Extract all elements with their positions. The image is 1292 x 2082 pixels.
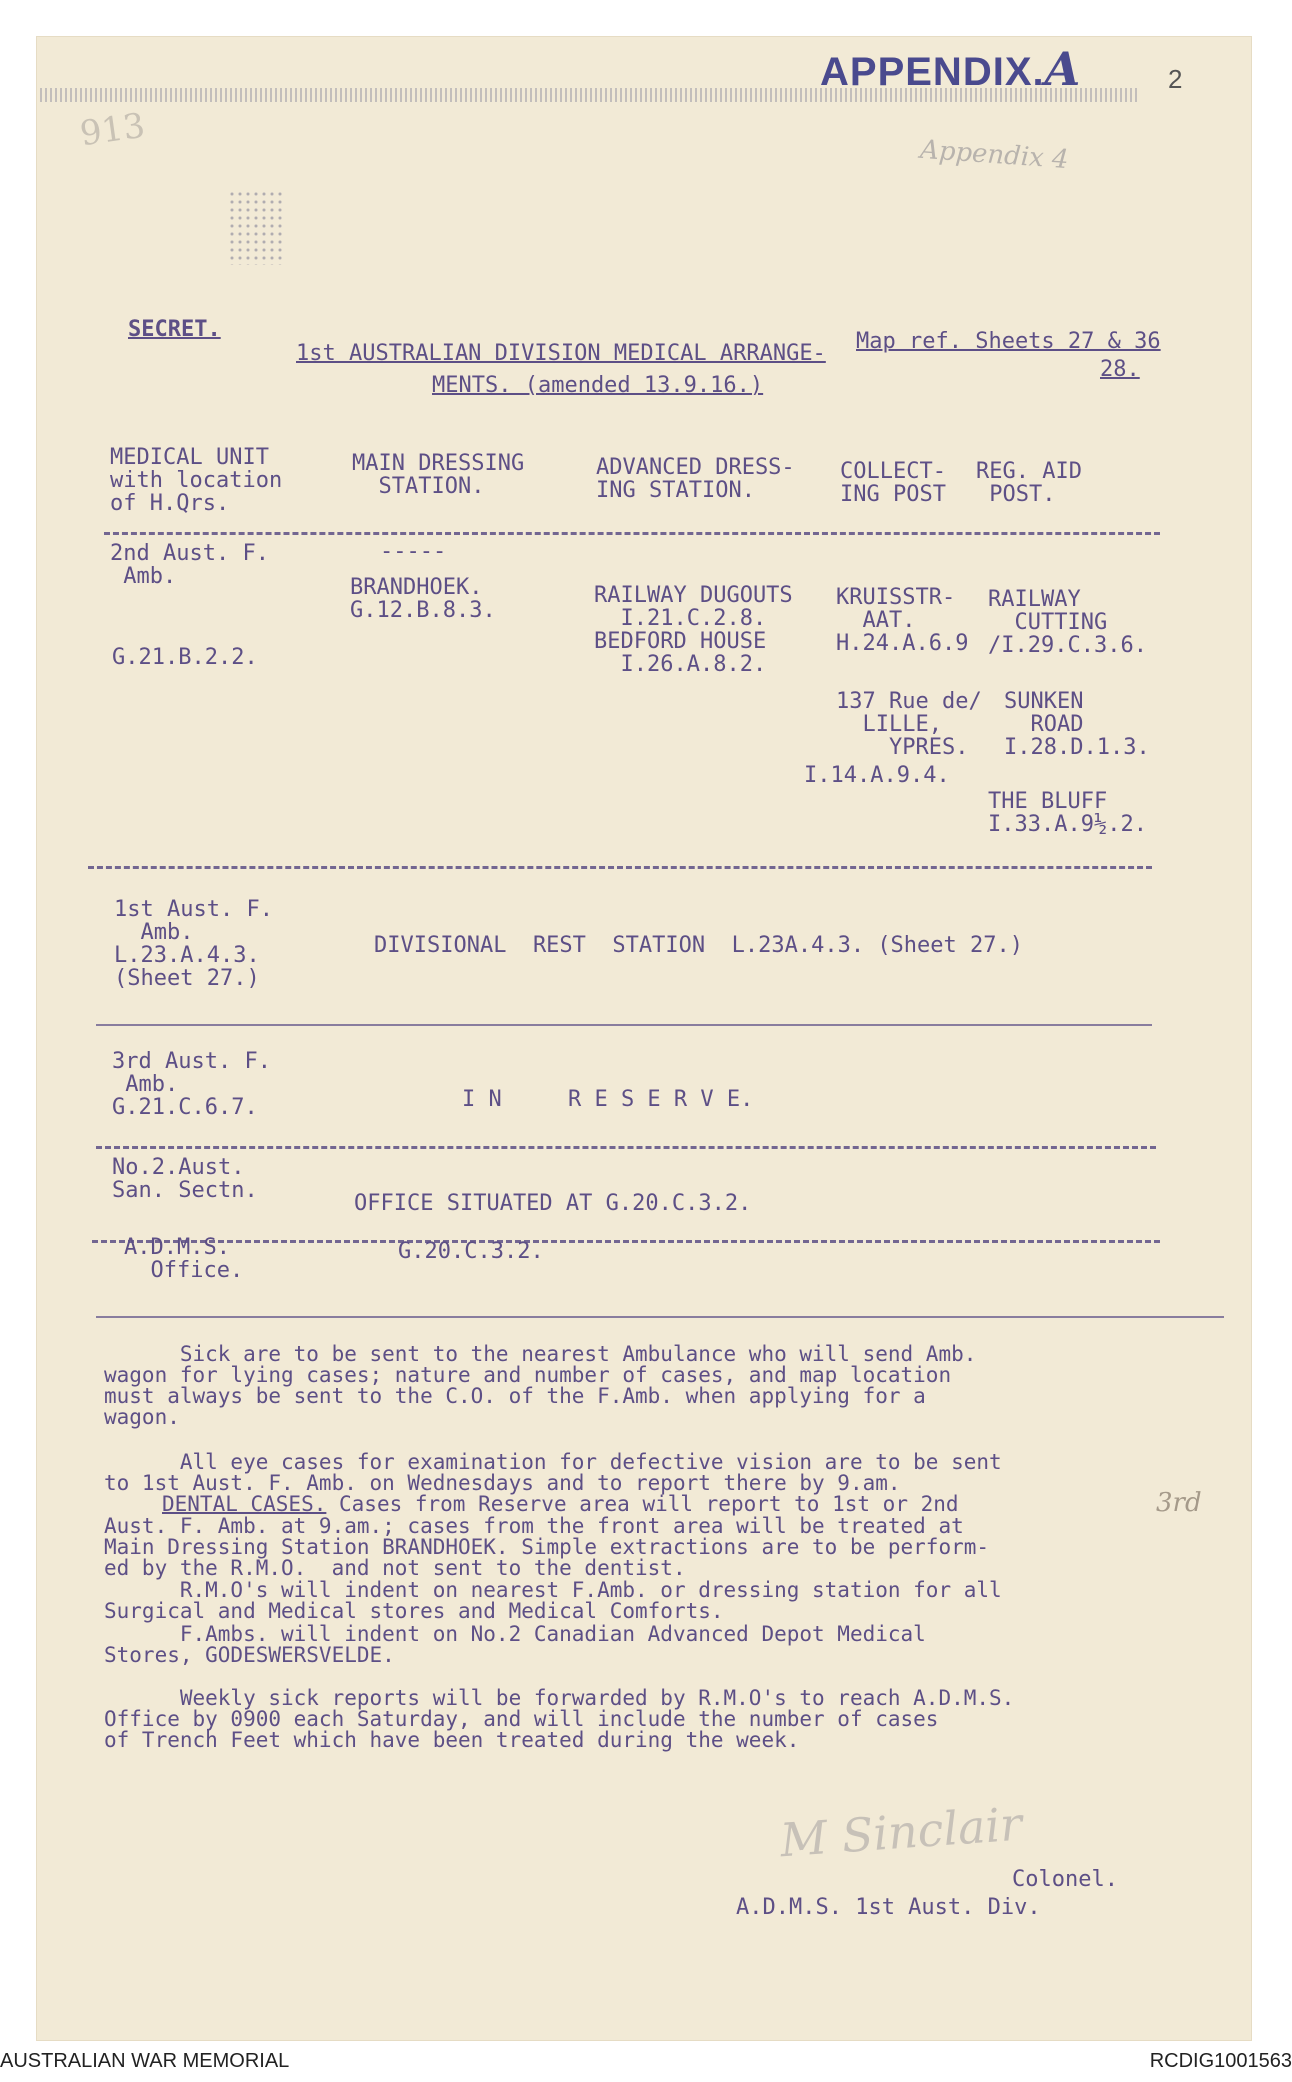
col-reg-aid-header: REG. AID POST.	[976, 459, 1082, 507]
instruction-sick: Sick are to be sent to the nearest Ambulance who will send Amb. wagon for lying cases; nature and number of cases, and map location must always be sent to the C.O. of the F.Amb. when applying for a wagon.	[104, 1342, 977, 1429]
ink-blot	[228, 190, 283, 265]
col-collecting-header: COLLECT- ING POST	[840, 459, 946, 507]
row1-main: BRANDHOEK. G.12.B.8.3.	[350, 575, 496, 623]
secret-label: SECRET.	[128, 317, 221, 342]
table-end-divider	[96, 1316, 1224, 1318]
row2-text: DIVISIONAL REST STATION L.23A.4.3. (Sheet 27.)	[374, 933, 1024, 958]
handwritten-3rd: 3rd	[1156, 1488, 1202, 1518]
row3-divider	[96, 1146, 1156, 1149]
row1-reg-aid-2: SUNKEN ROAD I.28.D.1.3.	[1004, 689, 1150, 760]
row4-divider	[92, 1240, 1160, 1243]
row1-reg-aid: RAILWAY CUTTING /I.29.C.3.6.	[988, 587, 1147, 658]
instruction-dental-first-line	[104, 1494, 1174, 1515]
row1-main-dash: -----	[380, 539, 447, 564]
title-line-1: 1st AUSTRALIAN DIVISION MEDICAL ARRANGE-	[296, 341, 826, 366]
footer-ref: RCDIG1001563	[1149, 2050, 1292, 2072]
dental-cases-label: DENTAL CASES.	[162, 1492, 327, 1516]
row5-unit: A.D.M.S. Office.	[124, 1235, 244, 1283]
row1-unit-location: G.21.B.2.2.	[112, 645, 258, 670]
map-ref-line-1: Map ref. Sheets 27 & 36	[856, 329, 1161, 354]
row2-unit: 1st Aust. F. Amb. L.23.A.4.3. (Sheet 27.)	[114, 897, 273, 991]
row1-collecting: KRUISSTR- AAT. H.24.A.6.9	[836, 585, 969, 656]
dental-cases-text: Cases from Reserve area will report to 1st or 2nd	[326, 1492, 959, 1516]
instruction-depot: F.Ambs. will indent on No.2 Canadian Advanced Depot Medical Stores, GODESWERSVELDE.	[104, 1622, 926, 1667]
row1-collecting-2: 137 Rue de/ LILLE, YPRES.	[836, 689, 982, 760]
col-unit-header: MEDICAL UNIT with location of H.Qrs.	[110, 445, 283, 516]
page-number: 2	[1168, 64, 1183, 94]
signature-rank: Colonel.	[1012, 1867, 1118, 1892]
pencil-appendix-note: Appendix 4	[919, 134, 1070, 176]
footer-awm: AUSTRALIAN WAR MEMORIAL	[0, 2050, 290, 2072]
row1-advanced: RAILWAY DUGOUTS I.21.C.2.8. BEDFORD HOUSE I.26.A.8.2.	[594, 583, 793, 677]
row1-reg-aid-3: THE BLUFF I.33.A.9½.2.	[988, 789, 1147, 837]
handwritten-signature: M Sinclair	[778, 1796, 1024, 1868]
col-advanced-header: ADVANCED DRESS- ING STATION.	[596, 455, 795, 503]
row1-divider	[88, 866, 1152, 869]
instruction-indent-stores: R.M.O's will indent on nearest F.Amb. or dressing station for all Surgical and Medical stores and Medical Comforts.	[104, 1578, 1002, 1623]
row4-unit: No.2.Aust. San. Sectn.	[112, 1155, 258, 1203]
map-ref-line-2: 28.	[1100, 357, 1140, 382]
row3-text: I N R E S E R V E.	[462, 1087, 754, 1112]
row1-unit: 2nd Aust. F. Amb.	[110, 541, 269, 589]
title-line-2: MENTS. (amended 13.9.16.)	[432, 373, 764, 398]
signature-title: A.D.M.S. 1st Aust. Div.	[736, 1895, 1041, 1920]
ghost-number: 913	[77, 105, 148, 155]
appendix-stamp: APPENDIX.A	[820, 42, 1082, 96]
row3-unit: 3rd Aust. F. Amb. G.21.C.6.7.	[112, 1049, 271, 1120]
row4-text: OFFICE SITUATED AT G.20.C.3.2.	[354, 1191, 752, 1216]
row5-text: G.20.C.3.2.	[398, 1239, 544, 1264]
header-divider	[104, 532, 1160, 535]
instruction-eye: All eye cases for examination for defective vision are to be sent to 1st Aust. F. Amb. on Wednesdays and to report there by 9.am.	[104, 1450, 1002, 1495]
instruction-weekly-reports: Weekly sick reports will be forwarded by R.M.O's to reach A.D.M.S. Office by 0900 each Saturday, and will include the number of cases of Trench Feet which have been treated during the week.	[104, 1686, 1015, 1752]
col-main-header: MAIN DRESSING STATION.	[352, 451, 525, 499]
row2-divider	[96, 1024, 1152, 1026]
row1-collecting-2-location: I.14.A.9.4.	[804, 763, 950, 788]
instruction-dental: Aust. F. Amb. at 9.am.; cases from the front area will be treated at Main Dressing Station BRANDHOEK. Simple extractions are to be perform- ed by the R.M.O. and not sent to the dentist.	[104, 1514, 990, 1580]
